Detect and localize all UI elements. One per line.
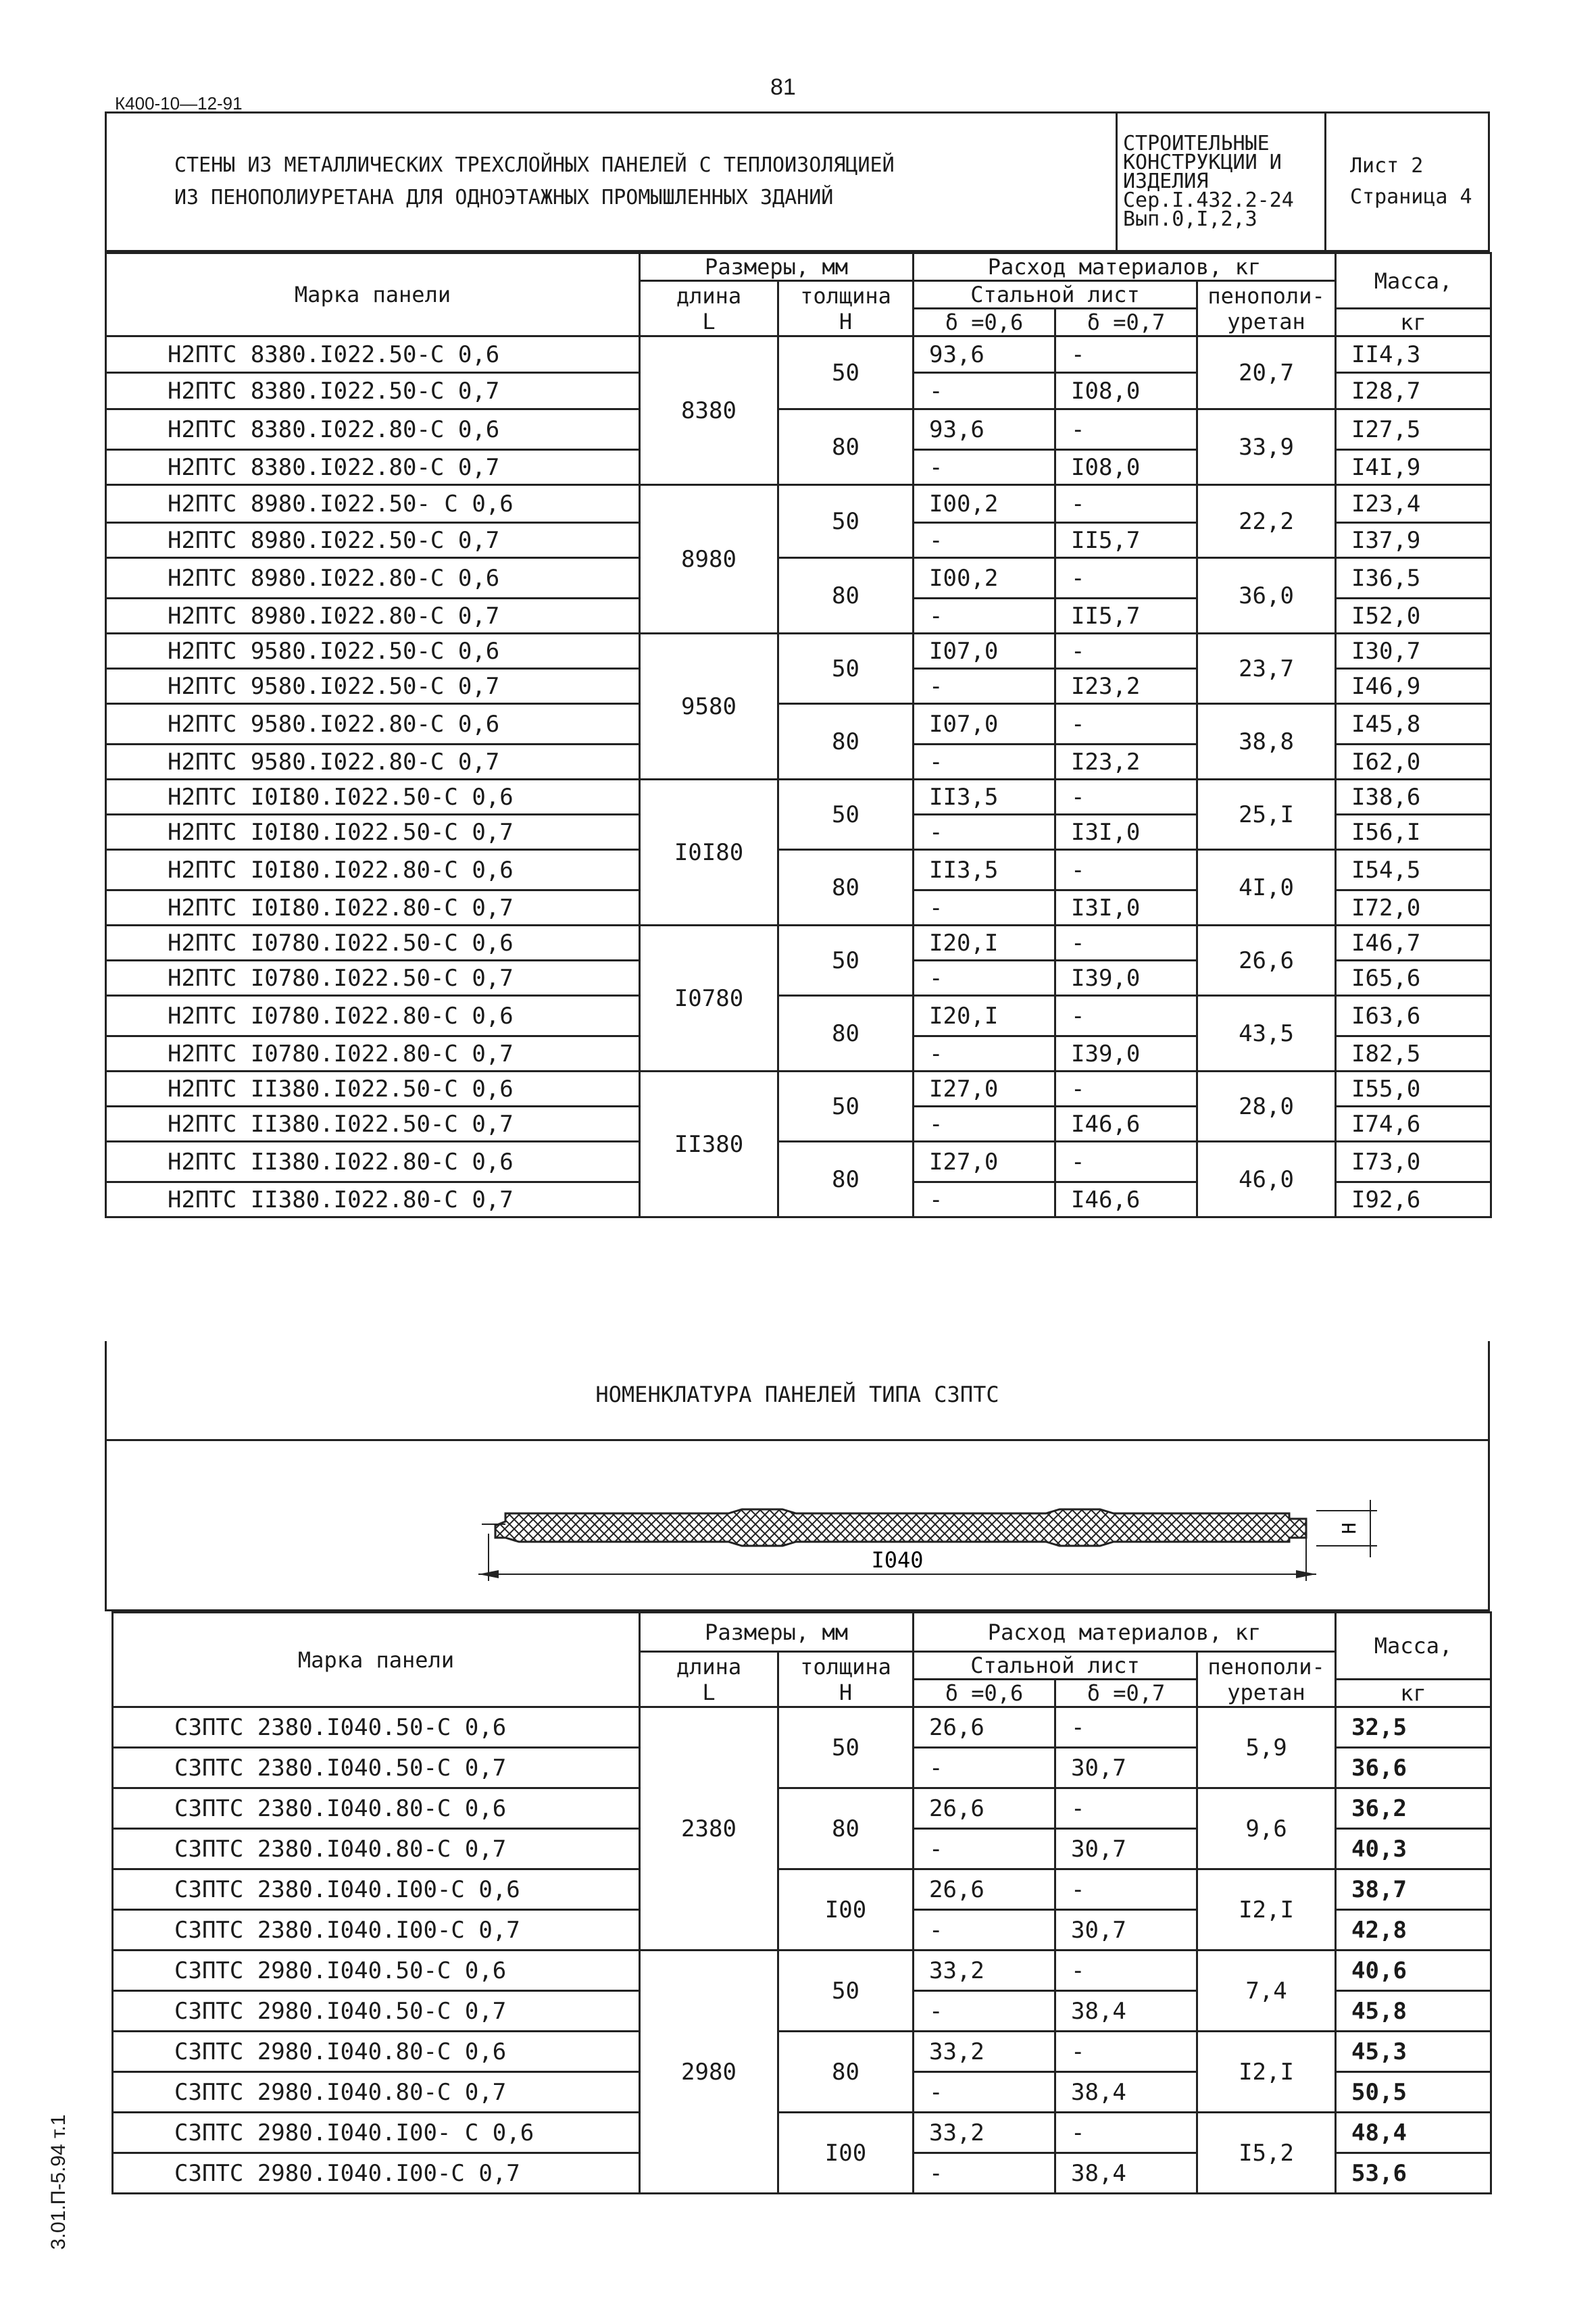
panel-mark: Н2ПТС I0I80.I022.50-С 0,6 (106, 780, 640, 815)
ppu-value: 7,4 (1197, 1951, 1336, 2032)
mass-value: I56,I (1336, 815, 1491, 850)
mass-value: I46,9 (1336, 669, 1491, 704)
steel-07-value: - (1055, 336, 1197, 373)
thickness-value: 80 (778, 996, 914, 1072)
steel-06-value: - (914, 815, 1055, 850)
mass-value: I38,6 (1336, 780, 1491, 815)
header-thickness-2: толщина H (778, 1652, 914, 1707)
length-value: 9580 (640, 634, 778, 780)
ppu-value: I2,I (1197, 1869, 1336, 1951)
length-value: II380 (640, 1072, 778, 1217)
steel-06-value: - (914, 669, 1055, 704)
header-kg: кг (1336, 309, 1491, 336)
section-divider (107, 1439, 1488, 1441)
steel-07-value: II5,7 (1055, 523, 1197, 558)
panel-mark: Н2ПТС 8980.I022.50- С 0,6 (106, 485, 640, 523)
mass-value: 53,6 (1336, 2153, 1491, 2194)
panel-mark: С3ПТС 2380.I040.50-С 0,6 (113, 1707, 640, 1748)
steel-06-value: - (914, 1910, 1055, 1951)
table-row (106, 409, 1491, 450)
document-title (106, 113, 1117, 251)
steel-06-value: I27,0 (914, 1072, 1055, 1107)
steel-07-value: - (1055, 409, 1197, 450)
steel-06-value: I20,I (914, 926, 1055, 961)
table-row (113, 1951, 1491, 1991)
steel-07-value: - (1055, 704, 1197, 745)
section-nomenclature (105, 1341, 1490, 1611)
title-line-1: СТЕНЫ ИЗ МЕТАЛЛИЧЕСКИХ ТРЕХСЛОЙНЫХ ПАНЕЛЕЙ С ТЕПЛОИЗОЛЯЦИЕЙ (174, 153, 895, 177)
width-dimension: I040 (871, 1547, 924, 1573)
header-sizes: Размеры, мм (640, 253, 914, 281)
mass-value: I45,8 (1336, 704, 1491, 745)
steel-07-value: 38,4 (1055, 1991, 1197, 2032)
mass-value: I74,6 (1336, 1107, 1491, 1142)
panel-mark: С3ПТС 2980.I040.I00-С 0,7 (113, 2153, 640, 2194)
steel-07-value: - (1055, 996, 1197, 1036)
steel-07-value: 30,7 (1055, 1910, 1197, 1951)
panel-mark: Н2ПТС 8980.I022.80-С 0,7 (106, 599, 640, 634)
steel-07-value: - (1055, 2113, 1197, 2153)
panel-mark: Н2ПТС II380.I022.50-С 0,7 (106, 1107, 640, 1142)
steel-06-value: II3,5 (914, 780, 1055, 815)
mass-value: I4I,9 (1336, 450, 1491, 485)
series-line-5: Вып.0,I,2,3 (1123, 207, 1257, 231)
header-length: длина L (640, 281, 778, 336)
steel-06-value: I07,0 (914, 704, 1055, 745)
ppu-value: 20,7 (1197, 336, 1336, 409)
header-mark: Марка панели (106, 253, 640, 336)
mass-value: I65,6 (1336, 961, 1491, 996)
series-info (1117, 113, 1326, 251)
steel-07-value: I23,2 (1055, 669, 1197, 704)
header-ppu: пенополи- уретан (1197, 281, 1336, 336)
ppu-value: 9,6 (1197, 1788, 1336, 1869)
table-row (106, 850, 1491, 890)
panel-mark: С3ПТС 2980.I040.I00- С 0,6 (113, 2113, 640, 2153)
steel-06-value: I00,2 (914, 558, 1055, 599)
steel-07-value: I3I,0 (1055, 815, 1197, 850)
panel-mark: Н2ПТС 8380.I022.80-С 0,7 (106, 450, 640, 485)
ppu-value: 23,7 (1197, 634, 1336, 704)
panel-mark: Н2ПТС 8980.I022.50-С 0,7 (106, 523, 640, 558)
panel-mark: Н2ПТС I0I80.I022.80-С 0,6 (106, 850, 640, 890)
steel-07-value: I46,6 (1055, 1107, 1197, 1142)
thickness-value: I00 (778, 1869, 914, 1951)
panel-mark: С3ПТС 2980.I040.80-С 0,7 (113, 2072, 640, 2113)
steel-07-value: 38,4 (1055, 2153, 1197, 2194)
steel-07-value: 30,7 (1055, 1748, 1197, 1788)
ppu-value: 36,0 (1197, 558, 1336, 634)
mass-value: I30,7 (1336, 634, 1491, 669)
thickness-value: 50 (778, 1072, 914, 1142)
header-ppu-2: пенополи- уретан (1197, 1652, 1336, 1707)
thickness-value: 50 (778, 1951, 914, 2032)
thickness-value: 50 (778, 634, 914, 704)
mass-value: 45,3 (1336, 2032, 1491, 2072)
steel-07-value: - (1055, 485, 1197, 523)
steel-07-value: - (1055, 1707, 1197, 1748)
panel-mark: Н2ПТС I0I80.I022.80-С 0,7 (106, 890, 640, 926)
thickness-value: 80 (778, 1142, 914, 1217)
steel-06-value: - (914, 2072, 1055, 2113)
steel-07-value: - (1055, 850, 1197, 890)
steel-06-value: 26,6 (914, 1869, 1055, 1910)
ppu-value: 33,9 (1197, 409, 1336, 485)
mass-value: I54,5 (1336, 850, 1491, 890)
thickness-value: 80 (778, 850, 914, 926)
mass-value: 50,5 (1336, 2072, 1491, 2113)
mass-value: I23,4 (1336, 485, 1491, 523)
mass-value: I82,5 (1336, 1036, 1491, 1072)
panel-mark: Н2ПТС I0780.I022.80-С 0,7 (106, 1036, 640, 1072)
steel-07-value: - (1055, 926, 1197, 961)
steel-06-value: - (914, 373, 1055, 409)
panel-mark: Н2ПТС I0780.I022.50-С 0,6 (106, 926, 640, 961)
mass-value: I27,5 (1336, 409, 1491, 450)
page-number: 81 (770, 74, 796, 100)
mass-value: 36,6 (1336, 1748, 1491, 1788)
panel-mark: Н2ПТС II380.I022.80-С 0,7 (106, 1182, 640, 1217)
steel-06-value: I27,0 (914, 1142, 1055, 1182)
side-code: 3.01.П-5.94 т.1 (47, 2114, 70, 2250)
mass-value: II4,3 (1336, 336, 1491, 373)
ppu-value: 4I,0 (1197, 850, 1336, 926)
table-row (113, 1707, 1491, 1748)
ppu-value: 38,8 (1197, 704, 1336, 780)
sheet-info (1326, 113, 1489, 251)
thickness-value: 80 (778, 558, 914, 634)
steel-07-value: I39,0 (1055, 961, 1197, 996)
panel-mark: Н2ПТС II380.I022.50-С 0,6 (106, 1072, 640, 1107)
mass-value: 32,5 (1336, 1707, 1491, 1748)
ppu-value: 5,9 (1197, 1707, 1336, 1788)
steel-06-value: 26,6 (914, 1788, 1055, 1829)
header-mass: Масса, (1336, 253, 1491, 309)
table-row (113, 1788, 1491, 1829)
ppu-value: 46,0 (1197, 1142, 1336, 1217)
steel-07-value: - (1055, 780, 1197, 815)
header-mark-2: Марка панели (113, 1613, 640, 1707)
document-code: К400-10—12-91 (115, 93, 243, 114)
panel-mark: Н2ПТС 9580.I022.50-С 0,6 (106, 634, 640, 669)
steel-07-value: - (1055, 1072, 1197, 1107)
table-row (106, 1142, 1491, 1182)
panel-mark: Н2ПТС 8380.I022.50-С 0,6 (106, 336, 640, 373)
ppu-value: 28,0 (1197, 1072, 1336, 1142)
steel-06-value: - (914, 961, 1055, 996)
steel-06-value: I00,2 (914, 485, 1055, 523)
panel-table-h2pts (105, 252, 1492, 1218)
table-row (106, 1072, 1491, 1107)
series-line-4: Сер.I.432.2-24 (1123, 188, 1294, 212)
mass-value: 40,3 (1336, 1829, 1491, 1869)
ppu-value: 43,5 (1197, 996, 1336, 1072)
thickness-value: I00 (778, 2113, 914, 2194)
steel-06-value: - (914, 890, 1055, 926)
steel-06-value: 33,2 (914, 1951, 1055, 1991)
steel-07-value: I3I,0 (1055, 890, 1197, 926)
steel-07-value: I08,0 (1055, 373, 1197, 409)
thickness-value: 80 (778, 2032, 914, 2113)
panel-table-s3pts (111, 1611, 1492, 2194)
steel-07-value: - (1055, 2032, 1197, 2072)
mass-value: I63,6 (1336, 996, 1491, 1036)
header-mass-2: Масса, (1336, 1613, 1491, 1680)
steel-07-value: - (1055, 634, 1197, 669)
mass-value: I62,0 (1336, 745, 1491, 780)
panel-mark: Н2ПТС 9580.I022.50-С 0,7 (106, 669, 640, 704)
thickness-value: 50 (778, 780, 914, 850)
steel-06-value: - (914, 450, 1055, 485)
length-value: I0780 (640, 926, 778, 1072)
panel-section-drawing (377, 1486, 1431, 1594)
panel-mark: Н2ПТС 9580.I022.80-С 0,7 (106, 745, 640, 780)
panel-mark: Н2ПТС I0I80.I022.50-С 0,7 (106, 815, 640, 850)
panel-mark: С3ПТС 2980.I040.50-С 0,6 (113, 1951, 640, 1991)
length-value: 2980 (640, 1951, 778, 2194)
steel-06-value: 33,2 (914, 2113, 1055, 2153)
sheet-page: Страница 4 (1350, 185, 1472, 209)
table-row (106, 926, 1491, 961)
steel-06-value: 26,6 (914, 1707, 1055, 1748)
panel-mark: С3ПТС 2380.I040.I00-С 0,6 (113, 1869, 640, 1910)
mass-value: I52,0 (1336, 599, 1491, 634)
steel-07-value: 30,7 (1055, 1829, 1197, 1869)
header-d07-2: δ =0,7 (1055, 1680, 1197, 1707)
ppu-value: 26,6 (1197, 926, 1336, 996)
mass-value: 42,8 (1336, 1910, 1491, 1951)
ppu-value: I5,2 (1197, 2113, 1336, 2194)
mass-value: 45,8 (1336, 1991, 1491, 2032)
table-row (106, 336, 1491, 373)
steel-07-value: - (1055, 1951, 1197, 1991)
length-value: 8980 (640, 485, 778, 634)
header-steel-2: Стальной лист (914, 1652, 1197, 1680)
table-row (106, 634, 1491, 669)
steel-06-value: - (914, 745, 1055, 780)
mass-value: I37,9 (1336, 523, 1491, 558)
mass-value: I36,5 (1336, 558, 1491, 599)
steel-06-value: I07,0 (914, 634, 1055, 669)
header-sizes-2: Размеры, мм (640, 1613, 914, 1652)
steel-06-value: I20,I (914, 996, 1055, 1036)
steel-06-value: - (914, 1107, 1055, 1142)
thickness-value: 80 (778, 704, 914, 780)
series-line-3: ИЗДЕЛИЯ (1123, 170, 1209, 193)
mass-value: I28,7 (1336, 373, 1491, 409)
panel-mark: Н2ПТС 8980.I022.80-С 0,6 (106, 558, 640, 599)
ppu-value: 25,I (1197, 780, 1336, 850)
header-d06-2: δ =0,6 (914, 1680, 1055, 1707)
header-kg-2: кг (1336, 1680, 1491, 1707)
table-row (106, 996, 1491, 1036)
steel-07-value: - (1055, 1869, 1197, 1910)
table-row (113, 2032, 1491, 2072)
mass-value: I55,0 (1336, 1072, 1491, 1107)
header-consumption-2: Расход материалов, кг (914, 1613, 1336, 1652)
table-row (106, 780, 1491, 815)
table-row (106, 704, 1491, 745)
title-line-2: ИЗ ПЕНОПОЛИУРЕТАНА ДЛЯ ОДНОЭТАЖНЫХ ПРОМЫШЛЕННЫХ ЗДАНИЙ (174, 186, 834, 209)
steel-06-value: - (914, 1748, 1055, 1788)
mass-value: 36,2 (1336, 1788, 1491, 1829)
panel-mark: Н2ПТС I0780.I022.50-С 0,7 (106, 961, 640, 996)
ppu-value: 22,2 (1197, 485, 1336, 558)
thickness-value: 50 (778, 926, 914, 996)
panel-mark: Н2ПТС II380.I022.80-С 0,6 (106, 1142, 640, 1182)
steel-07-value: - (1055, 1788, 1197, 1829)
panel-mark: С3ПТС 2380.I040.80-С 0,7 (113, 1829, 640, 1869)
steel-07-value: 38,4 (1055, 2072, 1197, 2113)
table-row (113, 1869, 1491, 1910)
steel-06-value: - (914, 1991, 1055, 2032)
panel-mark: С3ПТС 2980.I040.50-С 0,7 (113, 1991, 640, 2032)
steel-06-value: 93,6 (914, 409, 1055, 450)
height-dimension: Н (1338, 1522, 1360, 1534)
panel-mark: Н2ПТС 8380.I022.80-С 0,6 (106, 409, 640, 450)
thickness-value: 80 (778, 1788, 914, 1869)
panel-mark: Н2ПТС I0780.I022.80-С 0,6 (106, 996, 640, 1036)
steel-06-value: 33,2 (914, 2032, 1055, 2072)
panel-mark: С3ПТС 2380.I040.50-С 0,7 (113, 1748, 640, 1788)
table-row (113, 2113, 1491, 2153)
length-value: I0I80 (640, 780, 778, 926)
steel-06-value: II3,5 (914, 850, 1055, 890)
series-line-1: СТРОИТЕЛЬНЫЕ (1123, 132, 1270, 155)
steel-07-value: I46,6 (1055, 1182, 1197, 1217)
table-row (106, 485, 1491, 523)
table-row (106, 558, 1491, 599)
mass-value: I92,6 (1336, 1182, 1491, 1217)
steel-07-value: - (1055, 1142, 1197, 1182)
steel-07-value: I23,2 (1055, 745, 1197, 780)
panel-mark: С3ПТС 2980.I040.80-С 0,6 (113, 2032, 640, 2072)
header-length-2: длина L (640, 1652, 778, 1707)
thickness-value: 50 (778, 485, 914, 558)
steel-07-value: - (1055, 558, 1197, 599)
steel-06-value: - (914, 599, 1055, 634)
steel-06-value: - (914, 523, 1055, 558)
steel-06-value: - (914, 1829, 1055, 1869)
mass-value: I72,0 (1336, 890, 1491, 926)
header-thickness: толщина H (778, 281, 914, 336)
steel-06-value: - (914, 1036, 1055, 1072)
mass-value: I46,7 (1336, 926, 1491, 961)
header-consumption: Расход материалов, кг (914, 253, 1336, 281)
length-value: 8380 (640, 336, 778, 485)
panel-mark: С3ПТС 2380.I040.80-С 0,6 (113, 1788, 640, 1829)
panel-mark: С3ПТС 2380.I040.I00-С 0,7 (113, 1910, 640, 1951)
header-d07: δ =0,7 (1055, 309, 1197, 336)
thickness-value: 50 (778, 1707, 914, 1788)
steel-06-value: - (914, 2153, 1055, 2194)
mass-value: 48,4 (1336, 2113, 1491, 2153)
panel-mark: Н2ПТС 9580.I022.80-С 0,6 (106, 704, 640, 745)
thickness-value: 80 (778, 409, 914, 485)
title-block (105, 111, 1490, 252)
sheet-number: Лист 2 (1350, 154, 1424, 178)
thickness-value: 50 (778, 336, 914, 409)
steel-06-value: 93,6 (914, 336, 1055, 373)
steel-06-value: - (914, 1182, 1055, 1217)
steel-07-value: I39,0 (1055, 1036, 1197, 1072)
mass-value: 40,6 (1336, 1951, 1491, 1991)
header-steel: Стальной лист (914, 281, 1197, 309)
ppu-value: I2,I (1197, 2032, 1336, 2113)
mass-value: 38,7 (1336, 1869, 1491, 1910)
panel-mark: Н2ПТС 8380.I022.50-С 0,7 (106, 373, 640, 409)
series-line-2: КОНСТРУКЦИИ И (1123, 151, 1282, 174)
mass-value: I73,0 (1336, 1142, 1491, 1182)
header-d06: δ =0,6 (914, 309, 1055, 336)
steel-07-value: I08,0 (1055, 450, 1197, 485)
steel-07-value: II5,7 (1055, 599, 1197, 634)
section-title: НОМЕНКЛАТУРА ПАНЕЛЕЙ ТИПА С3ПТС (595, 1382, 999, 1407)
length-value: 2380 (640, 1707, 778, 1951)
